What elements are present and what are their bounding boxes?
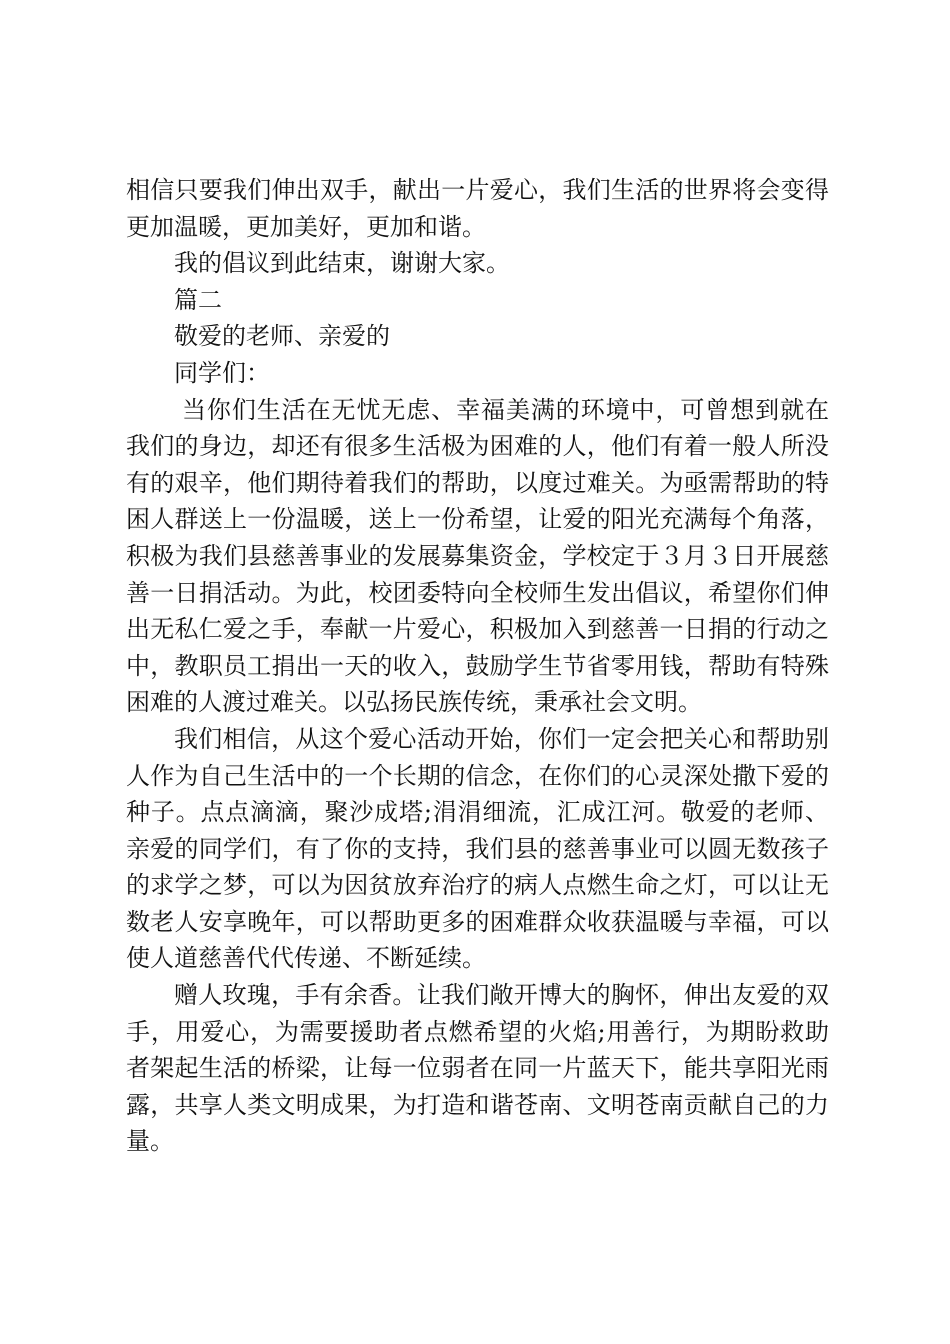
salutation-line-1: 敬爱的老师、亲爱的 xyxy=(174,322,390,351)
salutation-line-2: 同学们： xyxy=(174,358,270,387)
paragraph-body-2: 我们相信，从这个爱心活动开始，你们一定会把关心和帮助别人作为自己生活中的一个长期的信念，在你们的心灵深处撒下爱的种子。点点滴滴，聚沙成塔;涓涓细流，汇成江河。敬爱的老师、亲爱的同学们，有了你的支持，我们县的慈善事业可以圆无数孩子的求学之梦，可以为因贫放弃治疗的病人点燃生命之灯，可以让无数老人安享晚年，可以帮助更多的困难群众收获温暖与幸福，可以使人道慈善代代传递、不断延续。 xyxy=(126,724,829,973)
paragraph-body-3: 赠人玫瑰，手有余香。让我们敞开博大的胸怀，伸出友爱的双手，用爱心，为需要援助者点燃希望的火焰;用善行，为期盼救助者架起生活的桥梁，让每一位弱者在同一片蓝天下，能共享阳光雨露，共享人类文明成果，为打造和谐苍南、文明苍南贡献自己的力量。 xyxy=(126,981,829,1156)
document-body xyxy=(126,172,829,1160)
section-heading: 篇二 xyxy=(174,285,222,314)
paragraph-end-remark: 我的倡议到此结束，谢谢大家。 xyxy=(174,249,510,278)
paragraph-body-1: 当你们生活在无忧无虑、幸福美满的环境中，可曾想到就在我们的身边，却还有很多生活极为困难的人，他们有着一般人所没有的艰辛，他们期待着我们的帮助，以度过难关。为亟需帮助的特困人群送上一份温暖，送上一份希望，让爱的阳光充满每个角落，积极为我们县慈善事业的发展募集资金，学校定于３月３日开展慈善一日捐活动。为此，校团委特向全校师生发出倡议，希望你们伸出无私仁爱之手，奉献一片爱心，积极加入到慈善一日捐的行动之中，教职员工捐出一天的收入，鼓励学生节省零用钱，帮助有特殊困难的人渡过难关。以弘扬民族传统，秉承社会文明。 xyxy=(126,395,829,717)
paragraph-closing-sentence: 相信只要我们伸出双手，献出一片爱心，我们生活的世界将会变得更加温暖，更加美好，更加和谐。 xyxy=(126,176,829,241)
